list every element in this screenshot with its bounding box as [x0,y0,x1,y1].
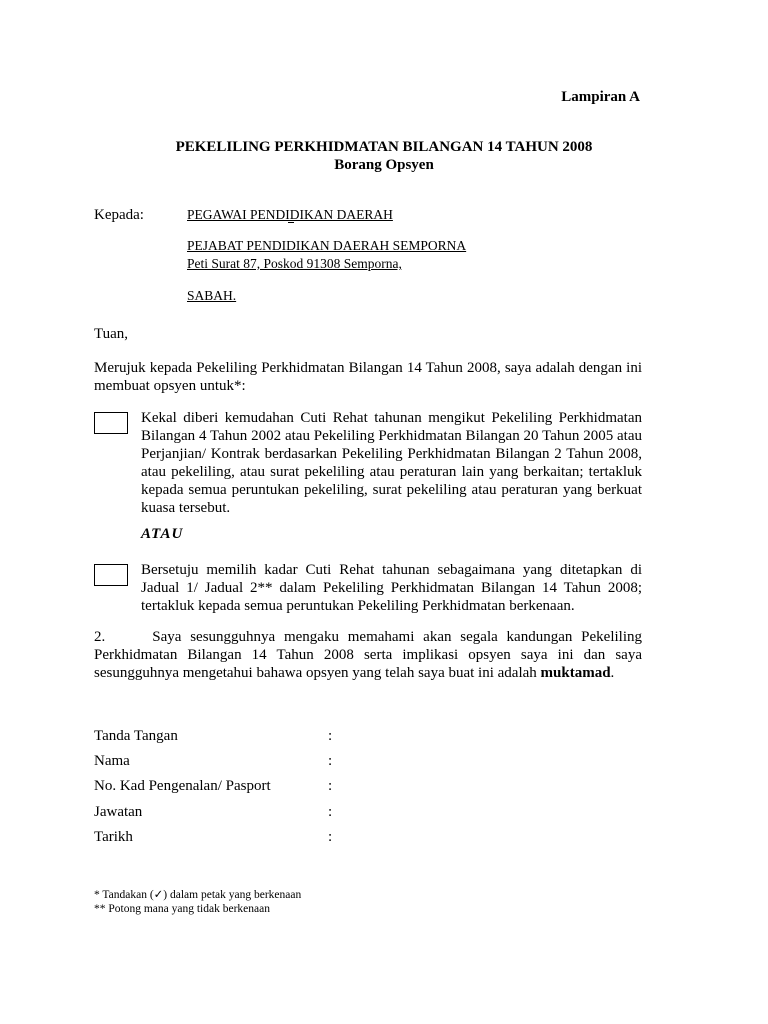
recipient-line-2: PEJABAT PENDIDIKAN DAERAH SEMPORNA [187,238,467,253]
option-1-text: Kekal diberi kemudahan Cuti Rehat tahunan mengikut Pekeliling Perkhidmatan Bilangan 4 Tahun 2002 atau Pekeliling Perkhidmatan Bilangan 20 Tahun 2005 atau Perjanjian/ Kontrak berdasarkan Pekeliling Perkhidmatan Bilangan 2 Tahun 2008, atau pekeliling, atau surat pekeliling atau peraturan lain yang berkaitan; tertakluk kepada semua peruntukan pekeliling, surat pekeliling atau peraturan yang berkuat kuasa tersebut. [141,410,642,516]
signature-label: Tanda Tangan [94,728,178,744]
salutation: Tuan, [94,326,129,342]
recipient-line-1: PEGAWAI PENDIDIKAN DAERAH [187,207,393,222]
option-2-text: Bersetuju memilih kadar Cuti Rehat tahunan sebagaimana yang ditetapkan di Jadual 1/ Jadual 2** dalam Pekeliling Perkhidmatan Bilangan 14 Tahun 2008; tertakluk kepada semua peruntukan Pekeliling Perkhidmatan berkenaan. [141,562,642,614]
position-colon: : [328,804,333,820]
declaration-paragraph [94,628,642,682]
ic-colon: : [328,778,333,794]
date-colon: : [328,829,333,845]
declaration-text: Saya sesungguhnya mengaku memahami akan segala kandungan Pekeliling Perkhidmatan Bilangan 14 Tahun 2008 serta implikasi opsyen saya ini dan saya sesungguhnya mengetahui bahawa opsyen yang telah saya buat ini adalah [94,629,642,681]
footnote-2: ** Potong mana yang tidak berkenaan [94,903,270,915]
option-2-checkbox[interactable] [94,564,128,586]
declaration-number: 2. [94,629,106,645]
ic-label: No. Kad Pengenalan/ Pasport [94,778,271,794]
footnote-1: * Tandakan (✓) dalam petak yang berkenaan [94,889,302,901]
stray-mark [288,222,294,223]
name-colon: : [328,753,333,769]
recipient-line-3: Peti Surat 87, Poskod 91308 Semporna, [187,256,402,271]
option-separator: ATAU [141,526,184,542]
position-label: Jawatan [94,804,143,820]
recipient-label: Kepada: [94,207,144,223]
intro-paragraph: Merujuk kepada Pekeliling Perkhidmatan Bilangan 14 Tahun 2008, saya adalah dengan ini membuat opsyen untuk*: [94,360,642,394]
name-label: Nama [94,753,130,769]
attachment-label: Lampiran A [561,89,640,105]
date-label: Tarikh [94,829,133,845]
document-subtitle: Borang Opsyen [334,157,434,173]
declaration-end: . [610,665,615,681]
option-1-checkbox[interactable] [94,412,128,434]
document-title: PEKELILING PERKHIDMATAN BILANGAN 14 TAHUN 2008 [175,139,593,155]
recipient-line-4: SABAH. [187,288,237,303]
declaration-bold-word: muktamad [540,665,611,681]
signature-colon: : [328,728,333,744]
